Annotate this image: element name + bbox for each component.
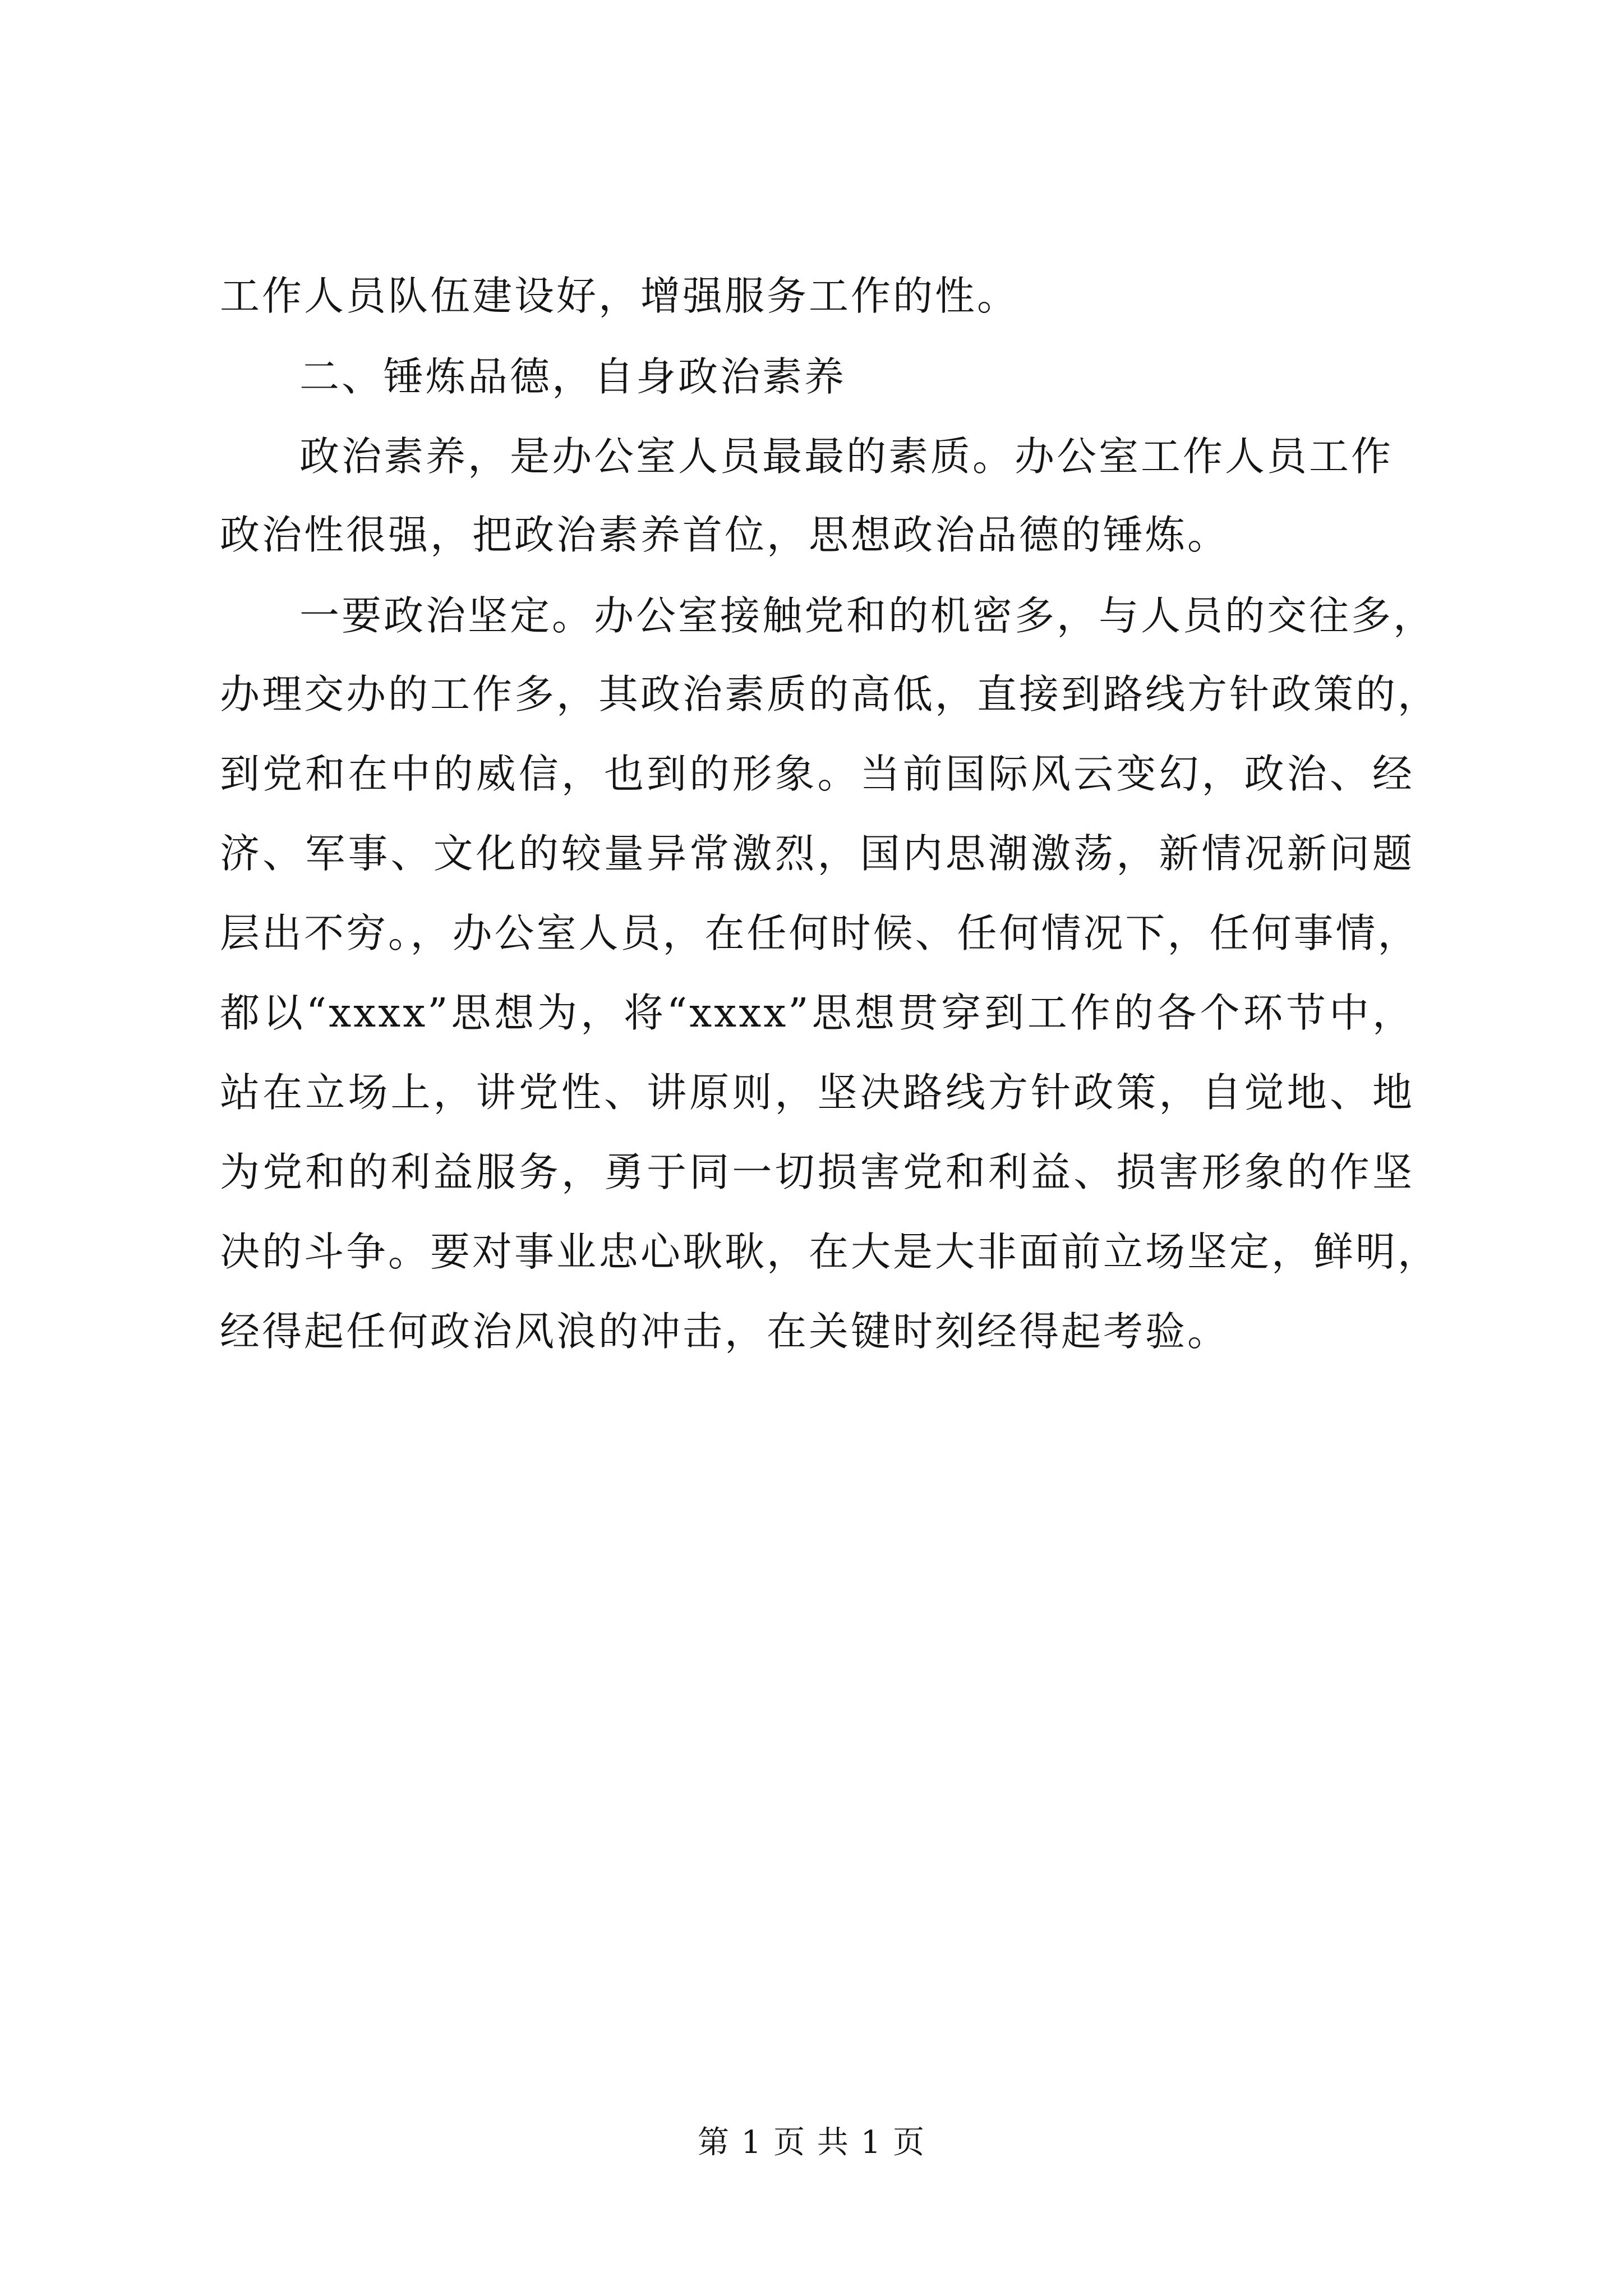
paragraph-line: 决的斗争。要对事业忠心耿耿，在大是大非面前立场坚定，鲜明， (220, 1228, 1440, 1275)
paragraph-line: 层出不穷。，办公室人员，在任何时候、任何情况下，任何事情， (220, 910, 1420, 956)
page-number-footer: 第 1 页 共 1 页 (697, 2124, 926, 2161)
paragraph-line: 政治性很强，把政治素养首位，思想政治品德的锤炼。 (220, 512, 1230, 558)
paragraph-line: 办理交办的工作多，其政治素质的高低，直接到路线方针政策的， (220, 671, 1440, 717)
paragraph-line: 为党和的利益服务，勇于同一切损害党和利益、损害形象的作坚 (220, 1149, 1414, 1195)
section-heading: 二、锤炼品德，自身政治素养 (299, 353, 847, 400)
paragraph-line: 工作人员队伍建设好，增强服务工作的性。 (220, 273, 1020, 319)
paragraph-line: 站在立场上，讲党性、讲原则，坚决路线方针政策，自觉地、地 (220, 1069, 1414, 1116)
paragraph-line: 到党和在中的威信，也到的形象。当前国际风云变幻，政治、经 (220, 751, 1414, 797)
paragraph-line: 济、军事、文化的较量异常激烈，国内思潮激荡，新情况新问题 (220, 830, 1414, 877)
paragraph-line: 经得起任何政治风浪的冲击，在关键时刻经得起考验。 (220, 1308, 1230, 1355)
paragraph-line: 都以“xxxx”思想为，将“xxxx”思想贯穿到工作的各个环节中， (220, 990, 1414, 1036)
paragraph-line: 一要政治坚定。办公室接触党和的机密多，与人员的交往多， (299, 592, 1436, 639)
paragraph-line: 政治素养，是办公室人员最最的素质。办公室工作人员工作 (299, 433, 1394, 480)
